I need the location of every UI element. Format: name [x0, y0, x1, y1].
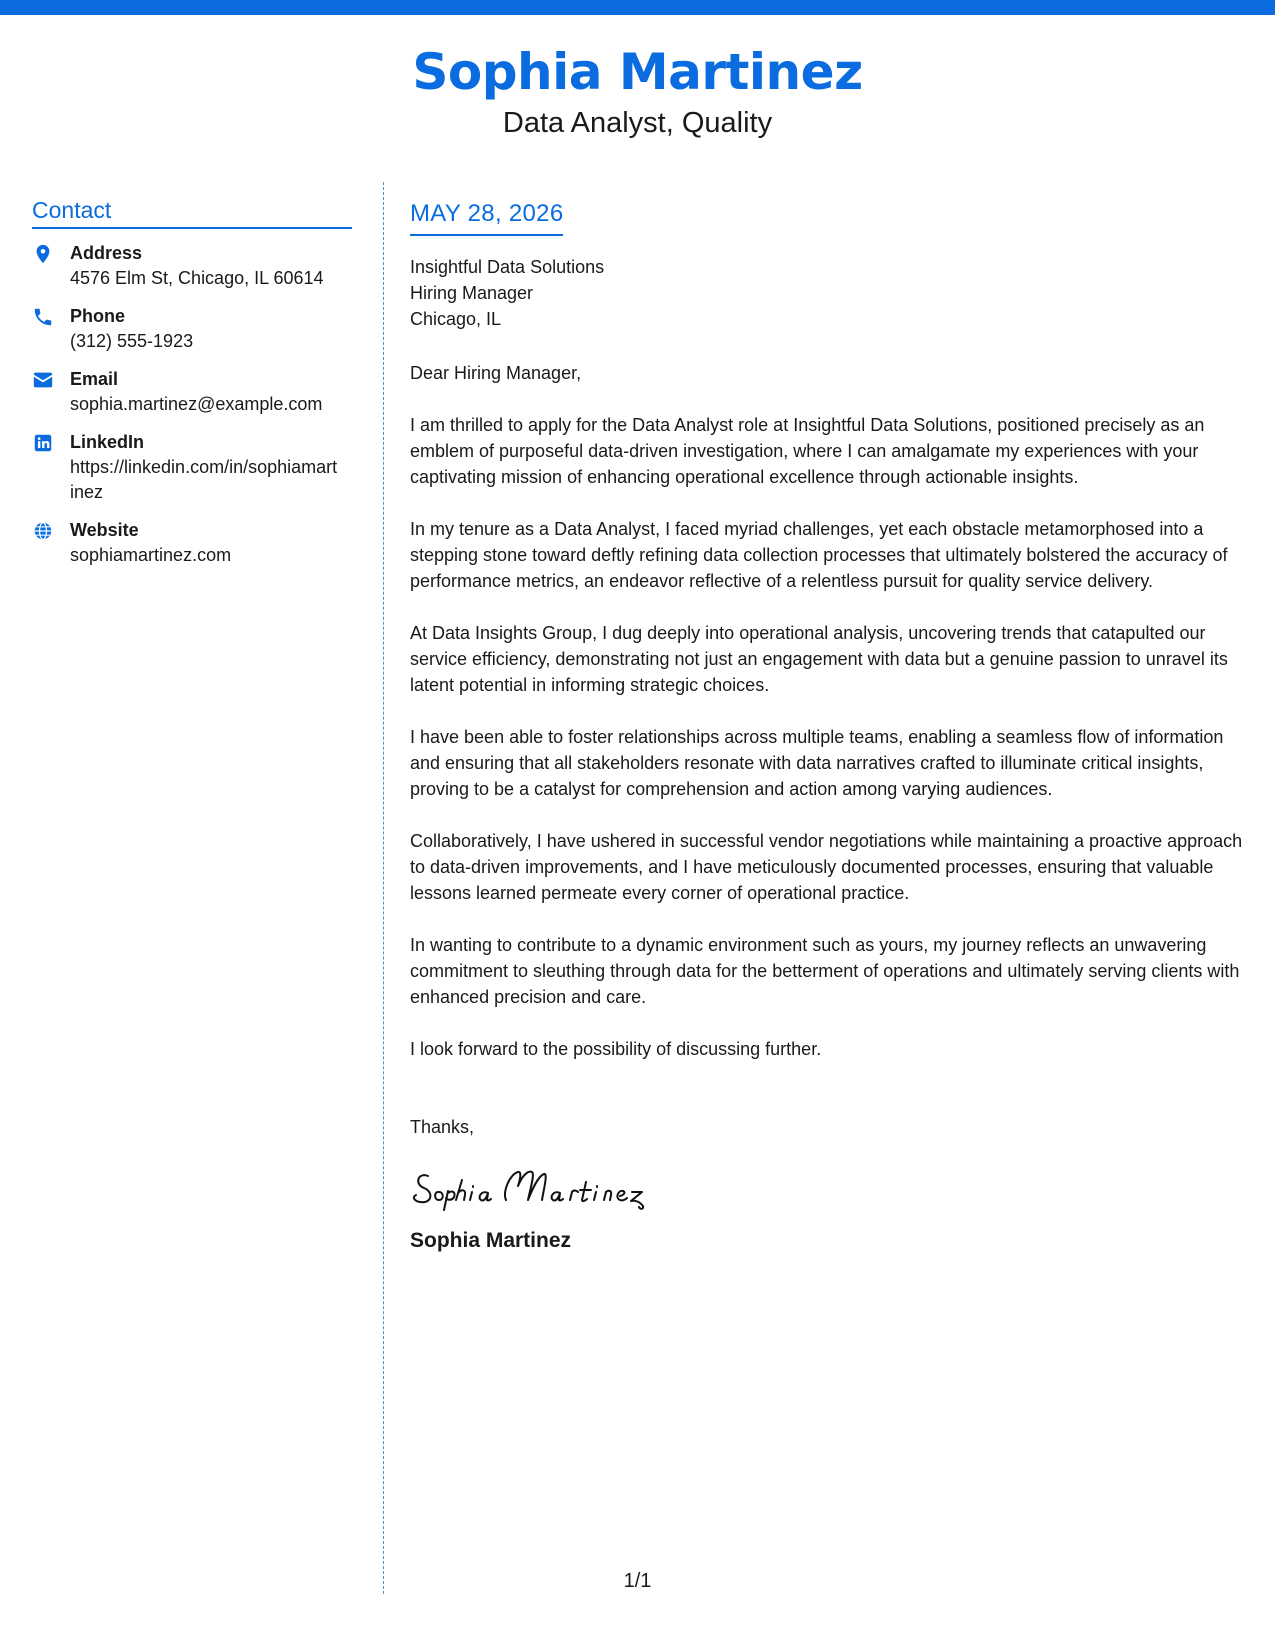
recipient-block: [410, 254, 1250, 332]
letter-paragraph: At Data Insights Group, I dug deeply into operational analysis, uncovering trends that catapulted our service efficiency, demonstrating not just an engagement with data but a genuine passion to unravel its latent potential in informing strategic choices.: [410, 623, 1228, 695]
letter-paragraph: I am thrilled to apply for the Data Analyst role at Insightful Data Solutions, positioned precisely as an emblem of purposeful data-driven investigation, where I can amalgamate my experiences with your captivating mission of enhancing operational excellence through actionable insights.: [410, 415, 1205, 487]
handwritten-signature: [410, 1162, 670, 1214]
candidate-name: Sophia Martinez: [412, 43, 863, 101]
contact-heading: Contact: [32, 196, 352, 229]
contact-item-address: [32, 241, 352, 291]
contact-label: Address: [70, 243, 143, 263]
linkedin-icon: [32, 432, 54, 454]
contact-item-linkedin: [32, 430, 352, 505]
job-title: Data Analyst, Quality: [502, 107, 773, 139]
contact-label: Website: [70, 520, 139, 540]
contact-list: [32, 241, 352, 568]
recipient-role: Hiring Manager: [410, 283, 534, 303]
contact-value[interactable]: sophiamartinez.com: [70, 545, 232, 565]
letter-paragraph: I have been able to foster relationships across multiple teams, enabling a seamless flow of information and ensuring that all stakeholders resonate with data narratives crafted to illuminate critical insights, proving to be a catalyst for comprehension and action among varying audiences.: [410, 727, 1224, 799]
page-header: [0, 40, 1275, 140]
signer-name: Sophia Martinez: [410, 1229, 572, 1252]
contact-value[interactable]: https://linkedin.com/in/sophiamartinez: [70, 457, 338, 502]
contact-label: LinkedIn: [70, 432, 145, 452]
recipient-location: Chicago, IL: [410, 309, 502, 329]
contact-sidebar: [32, 196, 352, 581]
contact-item-email: [32, 367, 352, 417]
contact-label: Phone: [70, 306, 126, 326]
contact-item-phone: [32, 304, 352, 354]
contact-item-website: [32, 518, 352, 568]
contact-value: (312) 555-1923: [70, 331, 194, 351]
page-number: 1/1: [623, 1570, 652, 1592]
envelope-icon: [32, 369, 54, 391]
contact-label: Email: [70, 369, 119, 389]
letter-paragraph: I look forward to the possibility of discussing further.: [410, 1039, 822, 1059]
closing: Thanks,: [410, 1117, 475, 1137]
column-divider: [383, 182, 384, 1594]
contact-value[interactable]: sophia.martinez@example.com: [70, 394, 323, 414]
recipient-company: Insightful Data Solutions: [410, 257, 605, 277]
salutation: Dear Hiring Manager,: [410, 363, 582, 383]
globe-icon: [32, 520, 54, 542]
map-pin-icon: [32, 243, 54, 265]
letter-paragraph: In my tenure as a Data Analyst, I faced myriad challenges, yet each obstacle metamorphosed into a stepping stone toward deftly refining data collection processes that ultimately bolstered the accuracy of performance metrics, an endeavor reflective of a relentless pursuit for quality service delivery.: [410, 519, 1228, 591]
top-accent-bar: [0, 0, 1275, 15]
phone-icon: [32, 306, 54, 328]
letter-date: MAY 28, 2026: [410, 198, 563, 236]
contact-value: 4576 Elm St, Chicago, IL 60614: [70, 268, 324, 288]
letter-body: [410, 198, 1250, 1254]
letter-paragraph: In wanting to contribute to a dynamic environment such as yours, my journey reflects an unwavering commitment to sleuthing through data for the betterment of operations and ultimately serving clients with enhanced precision and care.: [410, 935, 1240, 1007]
letter-paragraph: Collaboratively, I have ushered in successful vendor negotiations while maintaining a proactive approach to data-driven improvements, and I have meticulously documented processes, ensuring that valuable lessons learned permeate every corner of operational practice.: [410, 831, 1243, 903]
